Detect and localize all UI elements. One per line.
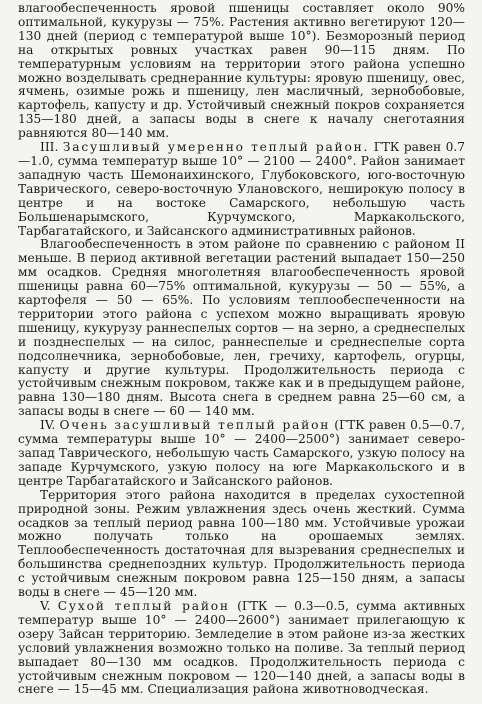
paragraph-text: Территория этого района находится в пределах сухостепной природной зоны. Режим увлажнения здесь очень жесткий. Сумма осадков за теплый период равна 100—180 мм. Устойчивые урожаи можно получать только на орошаемых землях. Теплообеспеченность достаточная для вызревания среднеспелых и большинства среднепоздних культур. Продолжительность периода с устойчивым снежным покровом равна 125—150 дням, а запасы воды в снеге — 45—120 мм. — [18, 487, 465, 600]
region-number: IV. — [40, 418, 56, 433]
paragraph-moisture-continuation — [18, 2, 465, 141]
paragraph-region-iv — [18, 419, 465, 489]
paragraph-text: (ГТК равен 0.5—0.7, сумма температуры выше 10° — 2400—2500°) занимает северо-запад Таврического, небольшую часть Самарского, узкую полосу на западе Курчумского, узкую полосу на юге Маркакольского и в центре Тарбагатайского и Зайсанского районов. — [18, 418, 465, 488]
paragraph-region-v — [18, 600, 465, 697]
paragraph-text: (ГТК — 0.3—0.5, сумма активных температур выше 10° — 2400—2600°) занимает прилегающую к озеру Зайсан территорию. Земледелие в этом районе из-за жестких условий увлажнения возможно только на поливе. За теплый период выпадает 80—130 мм осадков. Продолжительность периода с устойчивым снежным покровом — 120—140 дней, а запасы воды в снеге — 15—45 мм. Специализация района животноводческая. — [18, 598, 465, 697]
paragraph-text: влагообеспеченность яровой пшеницы составляет около 90% оптимальной, кукурузы — 75%. Растения активно вегетируют 120—130 дней (период с температурой выше 10°). Безморозный период на открытых ровных участках равен 90—115 дням. По температурным условиям на территории этого района успешно можно возделывать среднеранние культуры: яровую пшеницу, овес, ячмень, озимые рожь и пшеницу, лен масличный, зернобобовые, картофель, капусту и др. Устойчивый снежный покров сохраняется 135—180 дней, а запасы воды в снеге к началу снеготаяния равняются 80—140 мм. — [18, 1, 465, 141]
paragraph-region-iv-territory — [18, 489, 465, 600]
region-number: V. — [40, 598, 51, 613]
paragraph-region-iii-moisture — [18, 238, 465, 419]
region-heading: Сухой теплый район — [57, 598, 230, 613]
paragraph-region-iii — [18, 141, 465, 238]
region-heading: Засушливый умеренно теплый район. — [62, 140, 370, 155]
region-number: III. — [40, 140, 59, 155]
paragraph-text: ГТК равен 0.7—1.0, сумма температур выше 10° — 2100 — 2400°. Район занимает западную часть Шемонаихинского, Глубоковского, юго-восточную Таврического, северо-восточную Улановского, неширокую полосу в центре и на востоке Самарского, небольшую часть Большенарымского, Курчумского, Маркакольского, Тарбагатайского, и Зайсанского административных районов. — [18, 140, 466, 238]
region-heading: Очень засушливый теплый район — [59, 418, 331, 433]
paragraph-text: Влагообеспеченность в этом районе по сравнению с районом II меньше. В период активной вегетации растений выпадает 150—250 мм осадков. Средняя многолетняя влагообеспеченность яровой пшеницы равна 60—75% оптимальной, кукурузы — 50 — 55%, а картофеля — 50 — 65%. По условиям теплообеспеченности на территории этого района с успехом можно выращивать яровую пшеницу, кукурузу раннеспелых сортов — на зерно, а среднеспелых и позднеспелых — на силос, раннеспелые и среднеспелые сорта подсолнечника, зернобобовые, лен, гречиху, картофель, огурцы, капусту и другие культуры. Продолжительность периода с устойчивым снежным покровом, также как и в предыдущем районе, равна 130—180 дням. Высота снега в среднем равна 25—60 см, а запасы воды в снеге — 60 — 140 мм. — [18, 237, 465, 419]
